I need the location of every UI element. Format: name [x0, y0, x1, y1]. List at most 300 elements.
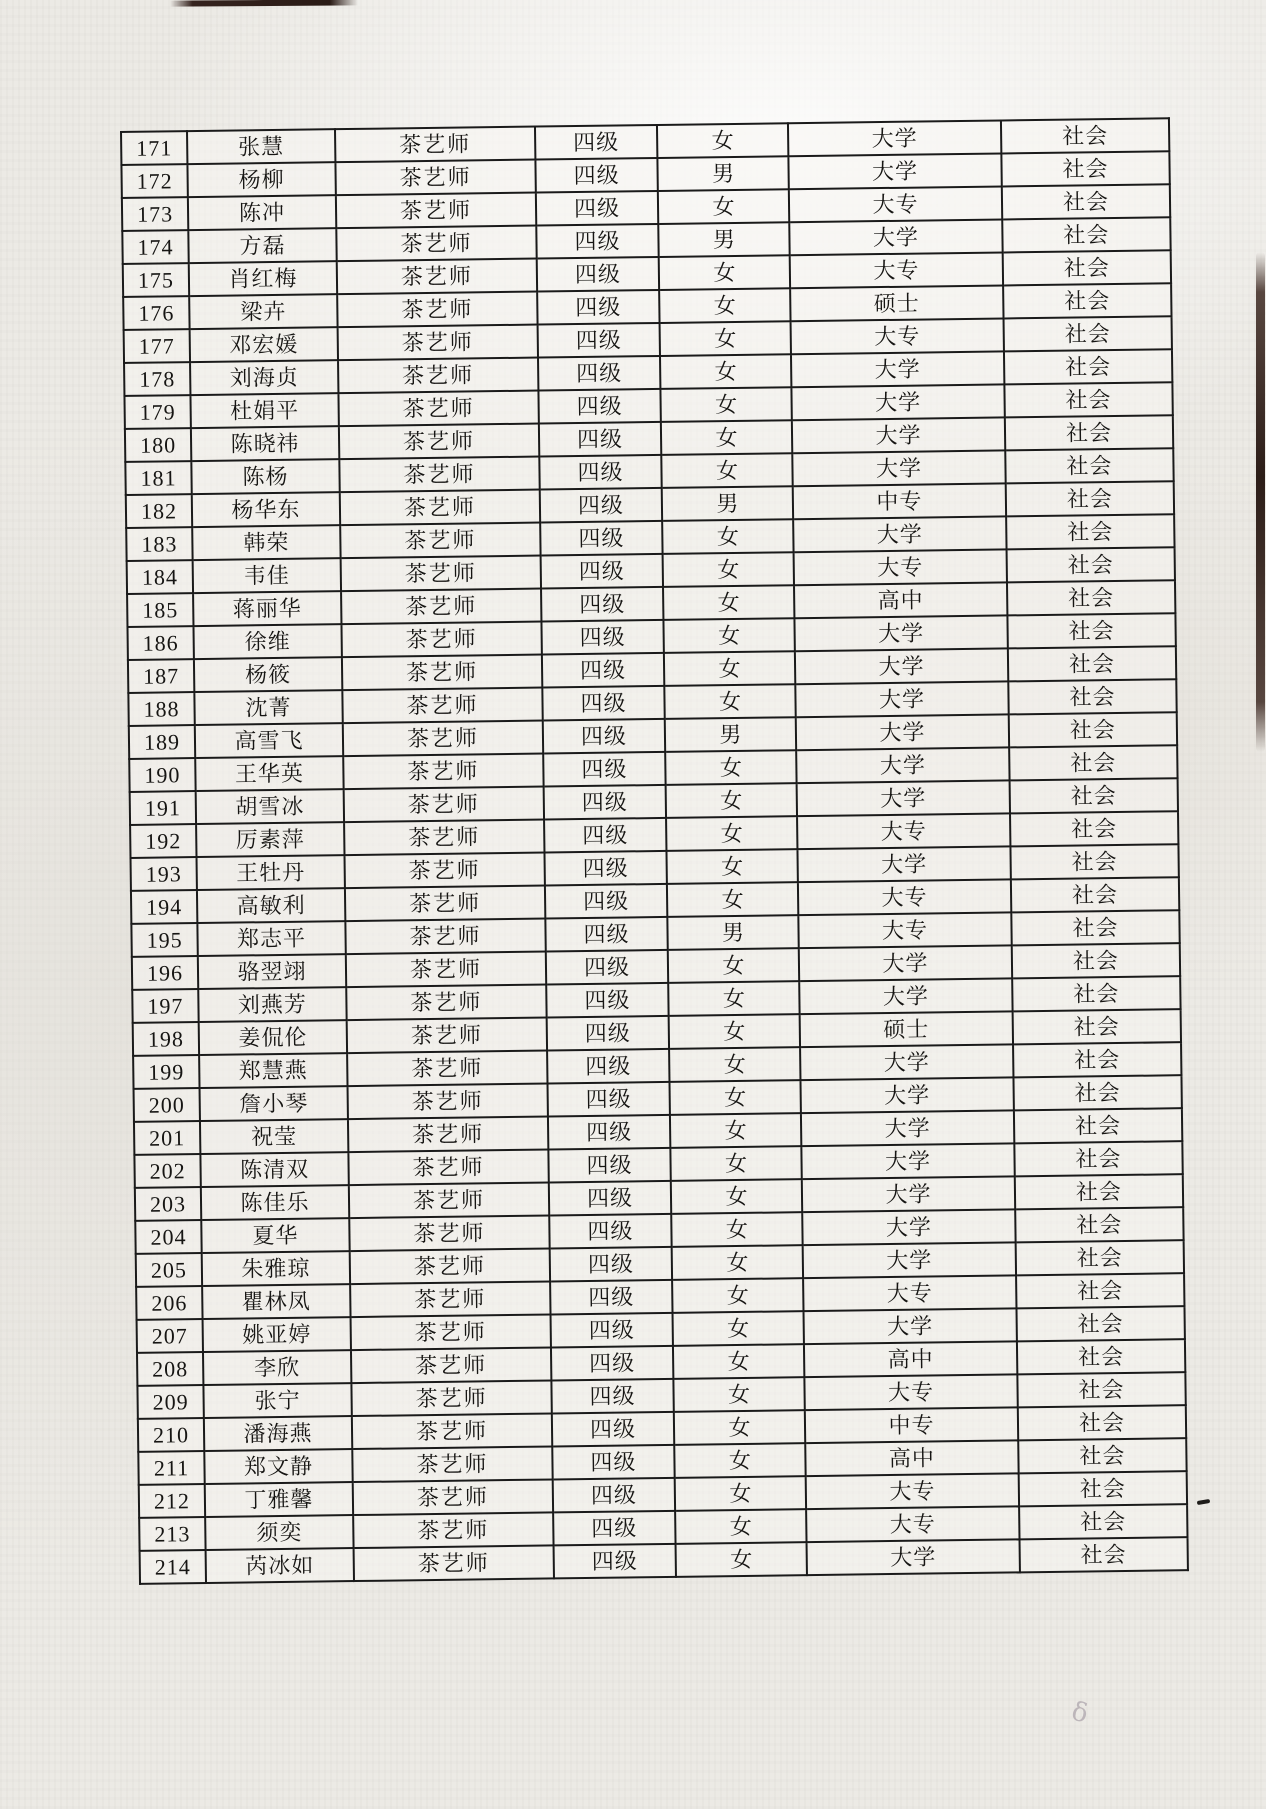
cell-education: 大学 — [792, 417, 1005, 453]
cell-education: 大学 — [797, 846, 1010, 882]
cell-level: 四级 — [546, 950, 668, 985]
cell-occupation: 茶艺师 — [337, 292, 537, 328]
cell-name: 沈菁 — [194, 690, 342, 725]
cell-gender: 女 — [672, 1278, 803, 1313]
cell-name: 瞿林凤 — [202, 1284, 350, 1319]
cell-name: 芮冰如 — [206, 1548, 354, 1583]
cell-occupation: 茶艺师 — [339, 457, 539, 493]
cell-gender: 女 — [674, 1443, 805, 1478]
cell-name: 詹小琴 — [200, 1086, 348, 1121]
cell-source: 社会 — [1008, 679, 1176, 714]
cell-source: 社会 — [1004, 349, 1172, 384]
cell-education: 大学 — [801, 1143, 1014, 1179]
cell-name: 夏华 — [201, 1218, 349, 1253]
cell-gender: 女 — [671, 1212, 802, 1247]
cell-seq: 203 — [135, 1187, 201, 1221]
cell-education: 大学 — [804, 1308, 1017, 1344]
cell-level: 四级 — [553, 1478, 675, 1513]
cell-name: 方磊 — [188, 228, 336, 263]
cell-education: 大学 — [807, 1539, 1020, 1575]
cell-source: 社会 — [1006, 514, 1174, 549]
cell-education: 硕士 — [800, 1011, 1013, 1047]
cell-gender: 女 — [665, 750, 796, 785]
cell-source: 社会 — [1002, 217, 1170, 252]
cell-source: 社会 — [1015, 1207, 1183, 1242]
cell-seq: 176 — [123, 296, 189, 330]
cell-occupation: 茶艺师 — [352, 1446, 552, 1482]
cell-occupation: 茶艺师 — [351, 1314, 551, 1350]
cell-gender: 女 — [666, 816, 797, 851]
cell-education: 大学 — [792, 450, 1005, 486]
cell-seq: 178 — [124, 362, 190, 396]
cell-gender: 女 — [674, 1410, 805, 1445]
cell-name: 丁雅馨 — [205, 1482, 353, 1517]
cell-name: 陈清双 — [200, 1152, 348, 1187]
cell-gender: 女 — [668, 948, 799, 983]
cell-education: 大专 — [806, 1506, 1019, 1542]
cell-name: 郑慧燕 — [199, 1053, 347, 1088]
cell-name: 杨筱 — [194, 657, 342, 692]
cell-gender: 女 — [660, 321, 791, 356]
cell-name: 王牡丹 — [197, 855, 345, 890]
cell-source: 社会 — [1016, 1273, 1184, 1308]
cell-occupation: 茶艺师 — [346, 951, 546, 987]
cell-occupation: 茶艺师 — [335, 127, 535, 163]
cell-seq: 210 — [138, 1418, 204, 1452]
cell-education: 大学 — [796, 747, 1009, 783]
cell-gender: 女 — [663, 585, 794, 620]
cell-seq: 202 — [134, 1154, 200, 1188]
cell-level: 四级 — [541, 554, 663, 589]
cell-seq: 194 — [131, 890, 197, 924]
cell-occupation: 茶艺师 — [353, 1512, 553, 1548]
cell-occupation: 茶艺师 — [336, 193, 536, 229]
cell-occupation: 茶艺师 — [340, 490, 540, 526]
cell-seq: 211 — [138, 1451, 204, 1485]
cell-gender: 女 — [659, 255, 790, 290]
cell-seq: 187 — [128, 659, 194, 693]
cell-occupation: 茶艺师 — [353, 1479, 553, 1515]
cell-seq: 206 — [136, 1286, 202, 1320]
cell-seq: 189 — [129, 725, 195, 759]
cell-occupation: 茶艺师 — [354, 1545, 554, 1581]
cell-seq: 214 — [140, 1550, 206, 1584]
cell-source: 社会 — [1019, 1471, 1187, 1506]
cell-occupation: 茶艺师 — [349, 1182, 549, 1218]
cell-gender: 女 — [666, 849, 797, 884]
cell-occupation: 茶艺师 — [341, 556, 541, 592]
cell-gender: 女 — [675, 1476, 806, 1511]
cell-source: 社会 — [1019, 1504, 1187, 1539]
cell-gender: 男 — [667, 915, 798, 950]
cell-occupation: 茶艺师 — [347, 1050, 547, 1086]
cell-education: 大学 — [795, 648, 1008, 684]
cell-source: 社会 — [1001, 118, 1169, 153]
cell-level: 四级 — [548, 1148, 670, 1183]
cell-name: 姜侃伦 — [199, 1020, 347, 1055]
cell-occupation: 茶艺师 — [342, 655, 542, 691]
cell-gender: 女 — [664, 684, 795, 719]
cell-occupation: 茶艺师 — [352, 1413, 552, 1449]
cell-source: 社会 — [1010, 844, 1178, 879]
cell-level: 四级 — [539, 422, 661, 457]
cell-level: 四级 — [543, 719, 665, 754]
cell-name: 厉素萍 — [196, 822, 344, 857]
cell-education: 大学 — [794, 615, 1007, 651]
cell-level: 四级 — [542, 653, 664, 688]
cell-education: 高中 — [805, 1440, 1018, 1476]
cell-gender: 女 — [660, 387, 791, 422]
cell-level: 四级 — [547, 1016, 669, 1051]
cell-gender: 女 — [664, 651, 795, 686]
cell-seq: 207 — [137, 1319, 203, 1353]
cell-seq: 180 — [125, 428, 191, 462]
cell-occupation: 茶艺师 — [336, 226, 536, 262]
cell-education: 高中 — [794, 582, 1007, 618]
cell-name: 朱雅琼 — [202, 1251, 350, 1286]
cell-name: 祝莹 — [200, 1119, 348, 1154]
cell-occupation: 茶艺师 — [338, 358, 538, 394]
cell-source: 社会 — [1011, 877, 1179, 912]
cell-level: 四级 — [551, 1379, 673, 1414]
cell-gender: 男 — [662, 486, 793, 521]
cell-seq: 181 — [125, 461, 191, 495]
roster-table — [120, 117, 1189, 1585]
cell-source: 社会 — [1014, 1108, 1182, 1143]
cell-level: 四级 — [543, 752, 665, 787]
cell-name: 梁卉 — [189, 294, 337, 329]
cell-gender: 女 — [669, 1080, 800, 1115]
cell-source: 社会 — [1011, 910, 1179, 945]
cell-level: 四级 — [548, 1082, 670, 1117]
cell-source: 社会 — [1005, 415, 1173, 450]
cell-gender: 女 — [663, 618, 794, 653]
cell-seq: 179 — [124, 395, 190, 429]
cell-gender: 男 — [658, 222, 789, 257]
cell-level: 四级 — [550, 1280, 672, 1315]
cell-source: 社会 — [1009, 712, 1177, 747]
cell-level: 四级 — [544, 818, 666, 853]
cell-seq: 195 — [131, 923, 197, 957]
cell-gender: 女 — [672, 1245, 803, 1280]
cell-education: 大专 — [797, 813, 1010, 849]
cell-source: 社会 — [1003, 250, 1171, 285]
cell-education: 大学 — [788, 153, 1001, 189]
cell-occupation: 茶艺师 — [335, 160, 535, 196]
cell-level: 四级 — [553, 1511, 675, 1546]
cell-name: 姚亚婷 — [203, 1317, 351, 1352]
cell-seq: 184 — [127, 560, 193, 594]
cell-source: 社会 — [1010, 811, 1178, 846]
cell-level: 四级 — [549, 1214, 671, 1249]
cell-level: 四级 — [551, 1346, 673, 1381]
handwritten-mark: δ — [1068, 1696, 1092, 1730]
cell-occupation: 茶艺师 — [343, 754, 543, 790]
cell-level: 四级 — [540, 521, 662, 556]
cell-gender: 女 — [668, 981, 799, 1016]
cell-seq: 205 — [136, 1253, 202, 1287]
cell-source: 社会 — [1004, 316, 1172, 351]
cell-education: 大学 — [793, 516, 1006, 552]
cell-education: 大专 — [798, 879, 1011, 915]
cell-level: 四级 — [548, 1115, 670, 1150]
cell-gender: 女 — [671, 1179, 802, 1214]
cell-occupation: 茶艺师 — [348, 1083, 548, 1119]
cell-gender: 女 — [669, 1047, 800, 1082]
cell-seq: 198 — [133, 1022, 199, 1056]
cell-source: 社会 — [1018, 1405, 1186, 1440]
cell-gender: 女 — [661, 453, 792, 488]
cell-source: 社会 — [1003, 283, 1171, 318]
cell-source: 社会 — [1013, 1075, 1181, 1110]
cell-level: 四级 — [542, 686, 664, 721]
cell-level: 四级 — [544, 851, 666, 886]
cell-level: 四级 — [546, 983, 668, 1018]
cell-name: 郑文静 — [204, 1449, 352, 1484]
cell-seq: 186 — [127, 626, 193, 660]
cell-education: 大学 — [789, 219, 1002, 255]
cell-seq: 213 — [139, 1517, 205, 1551]
cell-seq: 171 — [121, 131, 187, 165]
cell-level: 四级 — [538, 323, 660, 358]
cell-gender: 女 — [660, 354, 791, 389]
cell-seq: 175 — [123, 263, 189, 297]
cell-name: 韩荣 — [192, 525, 340, 560]
cell-occupation: 茶艺师 — [340, 523, 540, 559]
cell-seq: 183 — [126, 527, 192, 561]
cell-education: 大学 — [799, 945, 1012, 981]
cell-education: 大学 — [795, 681, 1008, 717]
cell-education: 大专 — [789, 186, 1002, 222]
cell-name: 须奕 — [205, 1515, 353, 1550]
cell-name: 徐维 — [193, 624, 341, 659]
cell-name: 陈杨 — [191, 459, 339, 494]
cell-seq: 174 — [122, 230, 188, 264]
cell-gender: 男 — [657, 156, 788, 191]
cell-level: 四级 — [549, 1181, 671, 1216]
cell-occupation: 茶艺师 — [349, 1215, 549, 1251]
cell-education: 大专 — [806, 1473, 1019, 1509]
cell-name: 胡雪冰 — [196, 789, 344, 824]
cell-level: 四级 — [536, 191, 658, 226]
cell-level: 四级 — [552, 1412, 674, 1447]
cell-seq: 204 — [135, 1220, 201, 1254]
cell-gender: 女 — [663, 552, 794, 587]
cell-name: 高敏利 — [197, 888, 345, 923]
cell-occupation: 茶艺师 — [351, 1380, 551, 1416]
cell-level: 四级 — [536, 224, 658, 259]
cell-source: 社会 — [1004, 382, 1172, 417]
cell-seq: 193 — [131, 857, 197, 891]
cell-source: 社会 — [1015, 1174, 1183, 1209]
cell-education: 大学 — [800, 1077, 1013, 1113]
cell-source: 社会 — [1017, 1339, 1185, 1374]
cell-education: 硕士 — [790, 285, 1003, 321]
cell-occupation: 茶艺师 — [344, 787, 544, 823]
cell-gender: 女 — [676, 1542, 807, 1577]
cell-education: 中专 — [805, 1407, 1018, 1443]
cell-source: 社会 — [1001, 151, 1169, 186]
cell-level: 四级 — [535, 125, 657, 160]
cell-gender: 女 — [673, 1377, 804, 1412]
cell-seq: 201 — [134, 1121, 200, 1155]
cell-source: 社会 — [1016, 1306, 1184, 1341]
cell-gender: 女 — [673, 1344, 804, 1379]
cell-education: 大学 — [796, 714, 1009, 750]
cell-source: 社会 — [1008, 646, 1176, 681]
cell-gender: 女 — [661, 420, 792, 455]
cell-seq: 212 — [139, 1484, 205, 1518]
cell-occupation: 茶艺师 — [344, 853, 544, 889]
cell-source: 社会 — [1018, 1438, 1186, 1473]
cell-occupation: 茶艺师 — [337, 259, 537, 295]
cell-source: 社会 — [1013, 1009, 1181, 1044]
cell-seq: 191 — [130, 791, 196, 825]
cell-level: 四级 — [537, 290, 659, 325]
cell-seq: 197 — [132, 989, 198, 1023]
cell-source: 社会 — [1005, 448, 1173, 483]
cell-gender: 女 — [657, 123, 788, 158]
cell-education: 大专 — [798, 912, 1011, 948]
cell-source: 社会 — [1017, 1372, 1185, 1407]
cell-occupation: 茶艺师 — [346, 984, 546, 1020]
cell-source: 社会 — [1002, 184, 1170, 219]
cell-level: 四级 — [541, 587, 663, 622]
cell-name: 骆翌翊 — [198, 954, 346, 989]
cell-education: 大专 — [790, 252, 1003, 288]
cell-level: 四级 — [545, 884, 667, 919]
cell-source: 社会 — [1013, 1042, 1181, 1077]
cell-education: 中专 — [793, 483, 1006, 519]
cell-education: 大学 — [788, 120, 1001, 156]
cell-occupation: 茶艺师 — [348, 1116, 548, 1152]
cell-name: 刘燕芳 — [198, 987, 346, 1022]
cell-name: 王华英 — [195, 756, 343, 791]
cell-name: 杜娟平 — [190, 393, 338, 428]
cell-occupation: 茶艺师 — [350, 1248, 550, 1284]
cell-name: 杨华东 — [192, 492, 340, 527]
scan-speck-artifact — [1197, 1499, 1210, 1505]
cell-source: 社会 — [1012, 943, 1180, 978]
cell-seq: 173 — [122, 197, 188, 231]
cell-education: 大学 — [801, 1110, 1014, 1146]
cell-occupation: 茶艺师 — [341, 622, 541, 658]
cell-education: 大专 — [804, 1374, 1017, 1410]
cell-occupation: 茶艺师 — [344, 820, 544, 856]
cell-occupation: 茶艺师 — [348, 1149, 548, 1185]
cell-level: 四级 — [540, 488, 662, 523]
cell-name: 郑志平 — [197, 921, 345, 956]
cell-occupation: 茶艺师 — [351, 1347, 551, 1383]
cell-education: 大学 — [802, 1176, 1015, 1212]
cell-gender: 女 — [675, 1509, 806, 1544]
cell-level: 四级 — [545, 917, 667, 952]
cell-gender: 男 — [665, 717, 796, 752]
cell-gender: 女 — [659, 288, 790, 323]
cell-education: 大学 — [799, 978, 1012, 1014]
cell-occupation: 茶艺师 — [345, 918, 545, 954]
cell-seq: 188 — [128, 692, 194, 726]
scan-right-edge-artifact — [1256, 252, 1265, 752]
cell-level: 四级 — [539, 455, 661, 490]
cell-name: 李欣 — [203, 1350, 351, 1385]
cell-name: 蒋丽华 — [193, 591, 341, 626]
cell-name: 张慧 — [187, 129, 335, 164]
cell-education: 大专 — [803, 1275, 1016, 1311]
cell-occupation: 茶艺师 — [338, 391, 538, 427]
cell-level: 四级 — [535, 158, 657, 193]
roster-body — [121, 118, 1188, 1584]
roster-table-container — [120, 117, 1189, 1585]
cell-name: 高雪飞 — [195, 723, 343, 758]
cell-education: 大专 — [794, 549, 1007, 585]
cell-seq: 190 — [129, 758, 195, 792]
cell-source: 社会 — [1014, 1141, 1182, 1176]
cell-gender: 女 — [670, 1146, 801, 1181]
cell-education: 大学 — [802, 1209, 1015, 1245]
cell-seq: 199 — [133, 1055, 199, 1089]
cell-name: 邓宏媛 — [190, 327, 338, 362]
cell-source: 社会 — [1007, 613, 1175, 648]
cell-name: 陈晓祎 — [191, 426, 339, 461]
cell-gender: 女 — [669, 1014, 800, 1049]
cell-name: 韦佳 — [193, 558, 341, 593]
cell-level: 四级 — [547, 1049, 669, 1084]
cell-seq: 172 — [121, 164, 187, 198]
cell-gender: 女 — [666, 783, 797, 818]
cell-education: 高中 — [804, 1341, 1017, 1377]
cell-name: 肖红梅 — [189, 261, 337, 296]
cell-source: 社会 — [1016, 1240, 1184, 1275]
cell-occupation: 茶艺师 — [343, 721, 543, 757]
cell-level: 四级 — [538, 389, 660, 424]
cell-education: 大学 — [803, 1242, 1016, 1278]
cell-occupation: 茶艺师 — [345, 886, 545, 922]
cell-gender: 女 — [662, 519, 793, 554]
cell-name: 陈佳乐 — [201, 1185, 349, 1220]
cell-level: 四级 — [537, 257, 659, 292]
cell-education: 大学 — [791, 384, 1004, 420]
cell-education: 大专 — [791, 318, 1004, 354]
cell-gender: 女 — [670, 1113, 801, 1148]
cell-gender: 女 — [673, 1311, 804, 1346]
cell-level: 四级 — [552, 1445, 674, 1480]
cell-level: 四级 — [541, 620, 663, 655]
cell-name: 潘海燕 — [204, 1416, 352, 1451]
cell-level: 四级 — [538, 356, 660, 391]
cell-name: 张宁 — [203, 1383, 351, 1418]
cell-education: 大学 — [791, 351, 1004, 387]
cell-source: 社会 — [1010, 778, 1178, 813]
cell-source: 社会 — [1009, 745, 1177, 780]
cell-education: 大学 — [800, 1044, 1013, 1080]
cell-seq: 192 — [130, 824, 196, 858]
cell-occupation: 茶艺师 — [342, 688, 542, 724]
cell-source: 社会 — [1020, 1537, 1188, 1572]
cell-education: 大学 — [797, 780, 1010, 816]
cell-gender: 女 — [667, 882, 798, 917]
cell-source: 社会 — [1007, 547, 1175, 582]
cell-seq: 200 — [134, 1088, 200, 1122]
cell-seq: 208 — [137, 1352, 203, 1386]
cell-level: 四级 — [554, 1544, 676, 1579]
cell-level: 四级 — [544, 785, 666, 820]
cell-seq: 177 — [124, 329, 190, 363]
cell-name: 刘海贞 — [190, 360, 338, 395]
cell-seq: 185 — [127, 593, 193, 627]
cell-name: 杨柳 — [187, 162, 335, 197]
cell-seq: 182 — [126, 494, 192, 528]
